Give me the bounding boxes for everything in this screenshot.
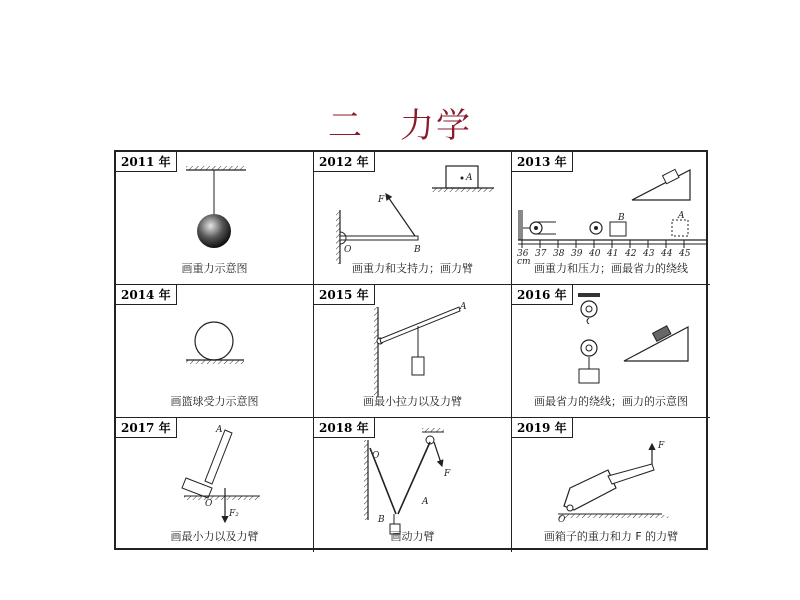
label-a: A (466, 173, 473, 183)
cell-2011 (116, 152, 314, 285)
caption: 画重力和支持力；画力臂 (352, 262, 473, 275)
year-label: 2011 年 (116, 152, 177, 172)
ruler-label: 44 (661, 249, 673, 259)
ruler-label: 36 (517, 249, 529, 259)
label-b: B (414, 245, 421, 255)
ruler-label: 39 (571, 249, 583, 259)
label-a: A (216, 425, 223, 435)
label-f: F (444, 469, 451, 479)
ruler-label: 43 (643, 249, 655, 259)
ruler-label: 41 (607, 249, 619, 259)
year-label: 2017 年 (116, 418, 177, 438)
cell-2016 (512, 285, 710, 418)
diagram-grid (114, 150, 708, 550)
ruler-label: 45 (679, 249, 691, 259)
label-o: O (372, 451, 380, 461)
label-o: O (558, 515, 566, 525)
caption: 画篮球受力示意图 (170, 395, 259, 408)
year-label: 2018 年 (314, 418, 375, 438)
ruler-label: 37 (535, 249, 547, 259)
label-f2: F₂ (229, 509, 239, 519)
caption: 画箱子的重力和力 F 的力臂 (543, 530, 679, 543)
caption: 画重力和压力；画最省力的绕线 (534, 262, 688, 275)
year-label: 2019 年 (512, 418, 573, 438)
caption: 画最小力以及力臂 (170, 530, 259, 543)
caption: 画最小拉力以及力臂 (363, 395, 462, 408)
label-f: F (658, 441, 665, 451)
label-b: B (378, 515, 385, 525)
label-o: O (344, 245, 352, 255)
year-label: 2012 年 (314, 152, 375, 172)
caption: 画动力臂 (390, 530, 435, 543)
label-f: F (378, 195, 385, 205)
ruler-label: 38 (553, 249, 565, 259)
label-b: B (618, 213, 625, 223)
cell-2018 (314, 418, 512, 552)
cell-2019 (512, 418, 710, 552)
ruler-label: 40 (589, 249, 601, 259)
caption: 画最省力的绕线；画力的示意图 (534, 395, 688, 408)
cell-2015 (314, 285, 512, 418)
page-title: 二 力学 (328, 106, 472, 146)
label-a: A (460, 302, 467, 312)
cell-2013 (512, 152, 710, 285)
year-label: 2015 年 (314, 285, 375, 305)
cell-2012 (314, 152, 512, 285)
label-a: A (422, 497, 429, 507)
label-o: O (205, 499, 213, 509)
ruler-label: 42 (625, 249, 637, 259)
caption: 画重力示意图 (181, 262, 248, 275)
year-label: 2013 年 (512, 152, 573, 172)
cell-2014 (116, 285, 314, 418)
label-a: A (678, 211, 685, 221)
year-label: 2014 年 (116, 285, 177, 305)
ruler-unit: cm (517, 257, 531, 267)
cell-2017 (116, 418, 314, 552)
year-label: 2016 年 (512, 285, 573, 305)
